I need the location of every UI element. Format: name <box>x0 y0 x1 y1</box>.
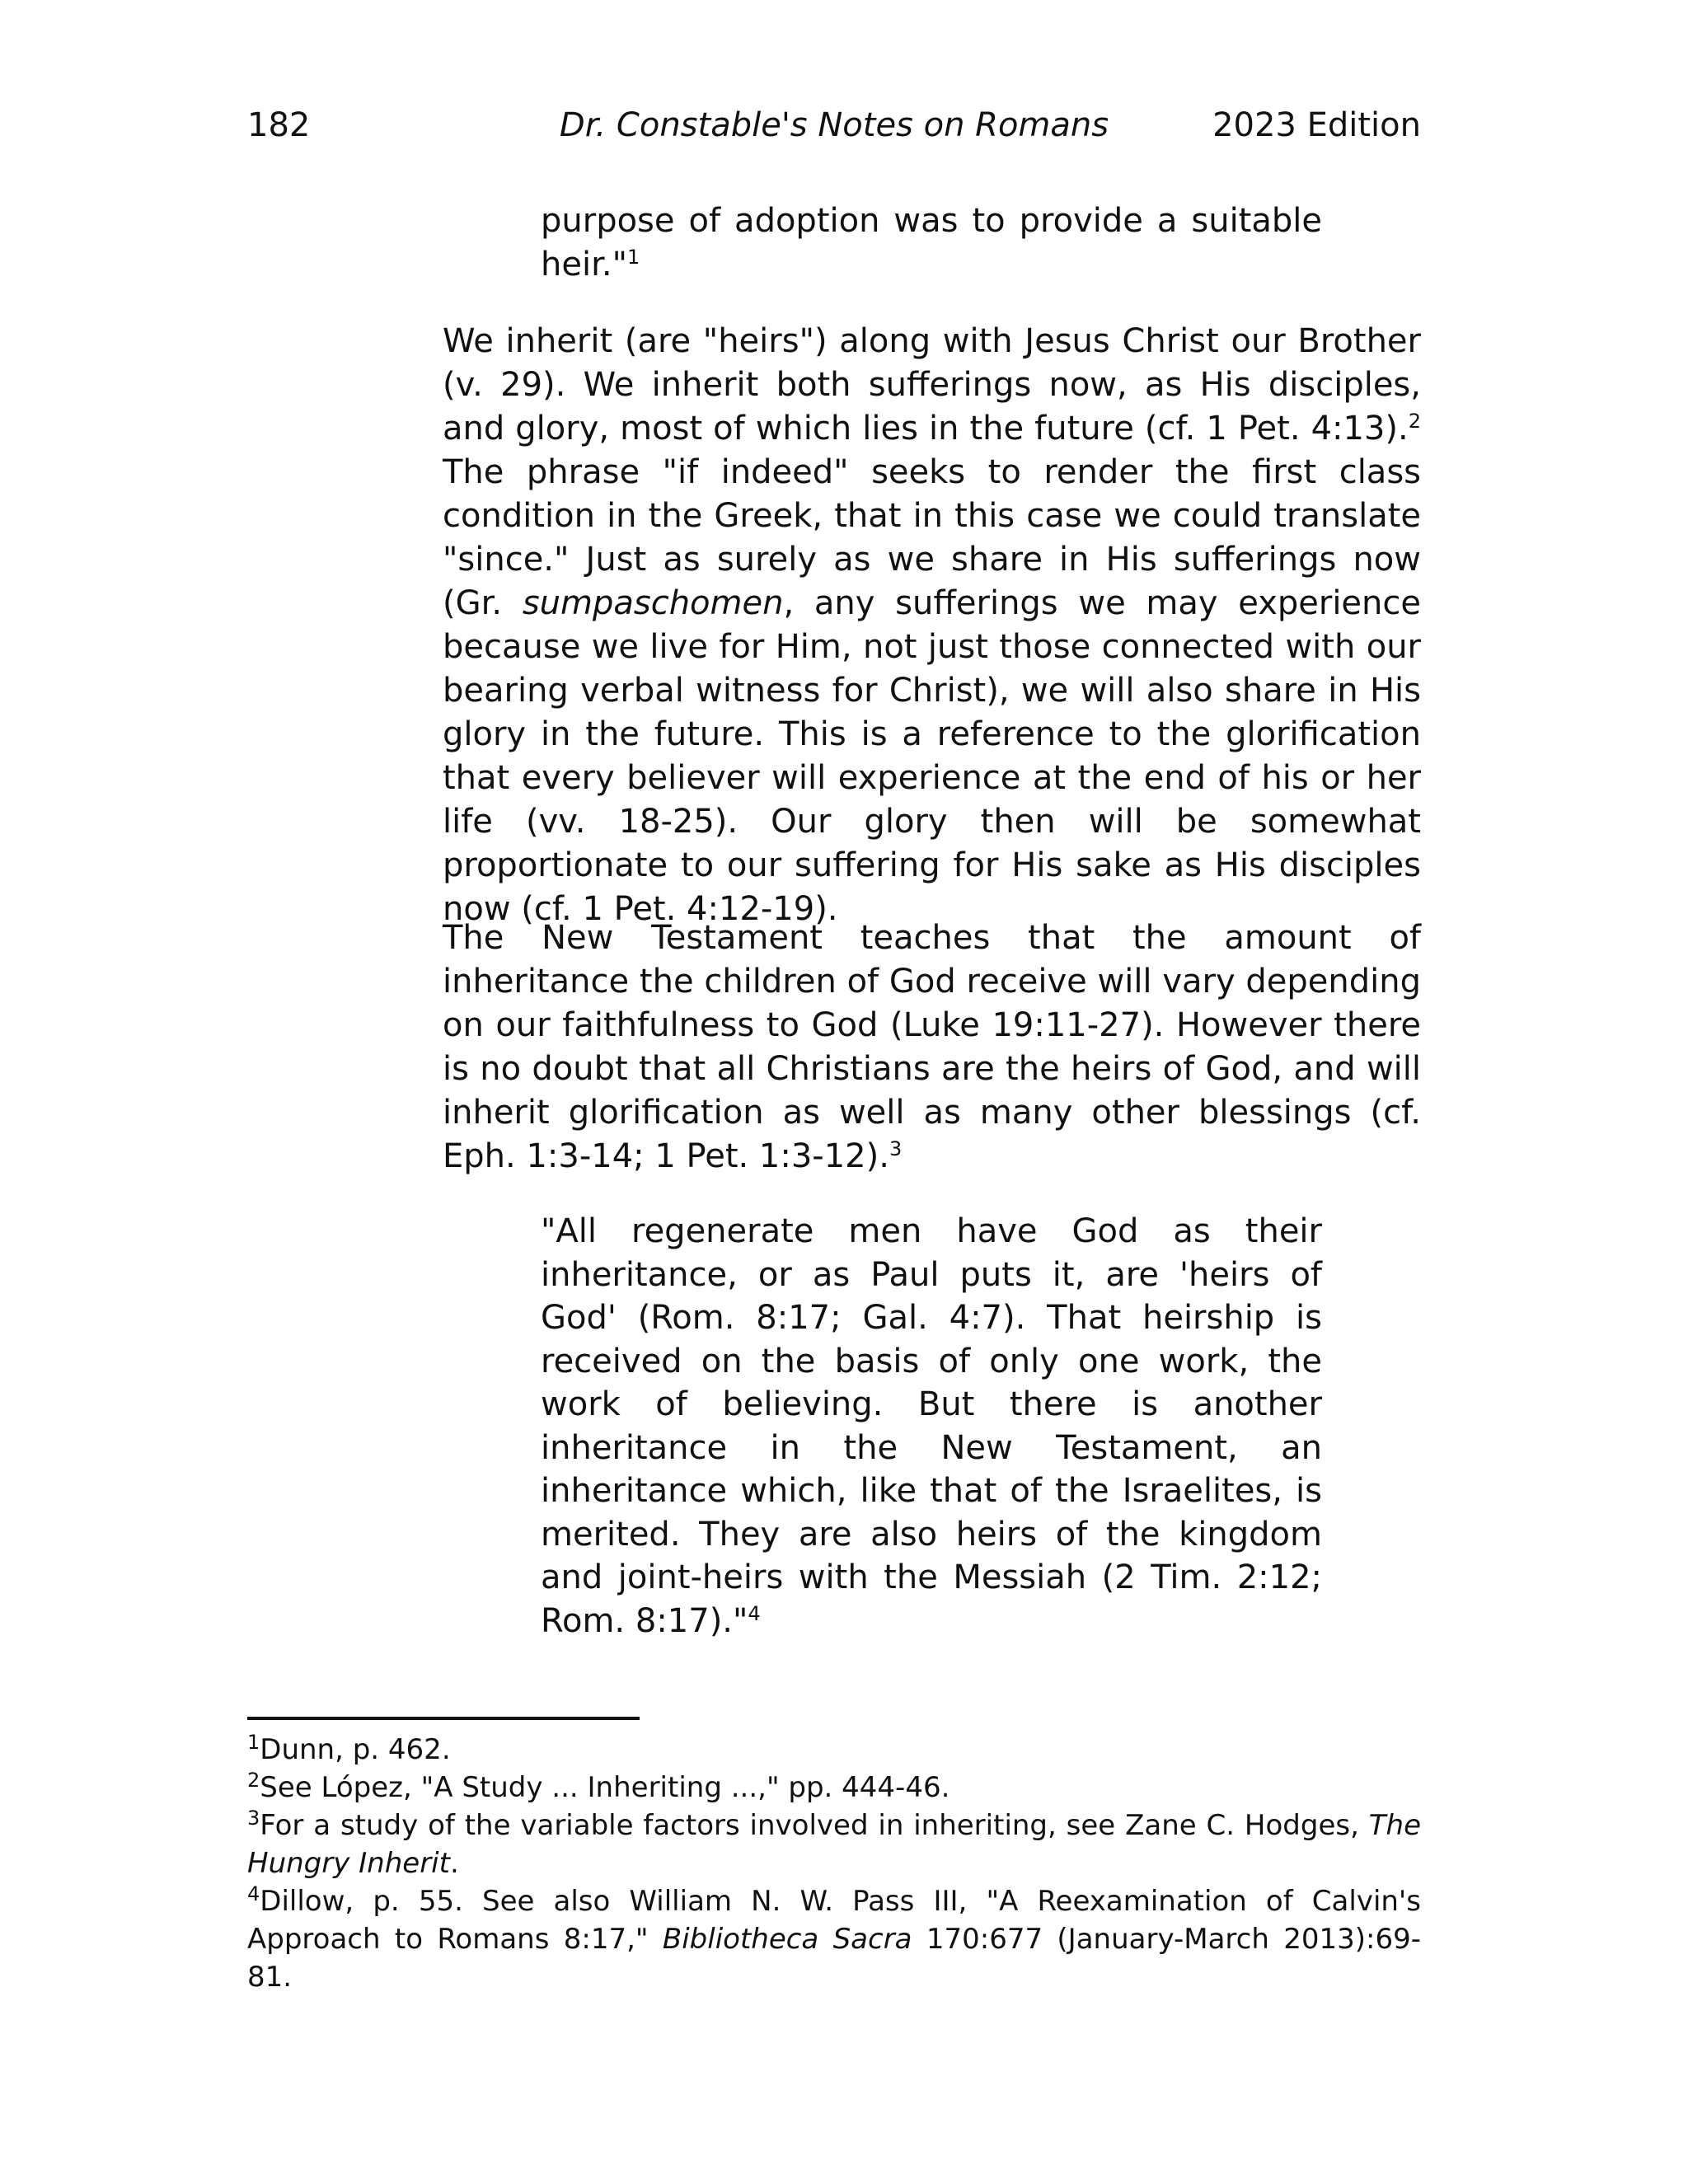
footnote-text: Dillow, p. 55. See also William N. W. Pass III, "A Reexamination of Calvin's Approach to Romans 8:17," <box>247 1885 1421 1956</box>
quote-text: "All regenerate men have God as their inheritance, or as Paul puts it, are 'heirs of God' (Rom. 8:17; Gal. 4:7). That heirship is received on the basis of only one work, the work of believing. But there is another inheritance in the New Testament, an inheritance which, like that of the Israelites, is merited. They are also heirs of the kingdom and joint-heirs with the Messiah (2 Tim. 2:12; Rom. 8:17)." <box>541 1212 1322 1640</box>
quote-text: purpose of adoption was to provide a suitable heir." <box>541 202 1322 284</box>
journal-title: Bibliotheca Sacra <box>662 1923 912 1956</box>
footnote-number: 3 <box>247 1807 260 1830</box>
footnote-4 <box>247 1882 1421 1996</box>
paragraph-text: The phrase "if indeed" seeks to render the first class condition in the Greek, that in this case we could translate "since." Just as surely as we share in His sufferings now (Gr. <box>443 453 1421 622</box>
footnote-text: For a study of the variable factors involved in inheriting, see Zane C. Hodges, <box>260 1809 1369 1842</box>
footnote-ref-4[interactable]: 4 <box>748 1601 761 1625</box>
footnote-text: See López, "A Study ... Inheriting ...," pp. 444-46. <box>260 1771 950 1804</box>
body-paragraph-1 <box>443 320 1421 931</box>
page-header <box>247 101 1421 150</box>
footnote-1 <box>247 1731 1421 1769</box>
book-title: The Hungry Inherit <box>247 1809 1421 1880</box>
page-number: 182 <box>247 106 311 144</box>
block-quote-continuation <box>541 199 1322 287</box>
footnote-ref-3[interactable]: 3 <box>889 1137 903 1160</box>
footnote-3 <box>247 1807 1421 1882</box>
footnote-2 <box>247 1769 1421 1807</box>
footnote-text: Dunn, p. 462. <box>260 1733 451 1766</box>
footnote-text: . <box>449 1847 459 1880</box>
footnote-number: 4 <box>247 1882 260 1905</box>
footnote-number: 2 <box>247 1769 260 1792</box>
block-quote <box>541 1210 1322 1643</box>
footnote-number: 1 <box>247 1731 260 1754</box>
paragraph-text: , any sufferings we may experience because we live for Him, not just those connected with our bearing verbal witness for Christ), we will also share in His glory in the future. This is a reference to the glorification that every believer will experience at the end of his or her life (vv. 18-25). Our glory then will be somewhat proportionate to our suffering for His sake as His disciples now (cf. 1 Pet. 4:12-19). <box>443 584 1421 928</box>
footnotes <box>247 1731 1421 1996</box>
footnote-separator <box>247 1717 640 1720</box>
body-paragraph-2 <box>443 916 1421 1179</box>
paragraph-text: We inherit (are "heirs") along with Jesus Christ our Brother (v. 29). We inherit both sufferings now, as His disciples, and glory, most of which lies in the future (cf. 1 Pet. 4:13). <box>443 322 1421 448</box>
running-title: Dr. Constable's Notes on Romans <box>559 106 1109 144</box>
paragraph-text: The New Testament teaches that the amount of inheritance the children of God receive will vary depending on our faithfulness to God (Luke 19:11-27). However there is no doubt that all Christians are the heirs of God, and will inherit glorification as well as many other blessings (cf. Eph. 1:3-14; 1 Pet. 1:3-12). <box>443 919 1421 1175</box>
greek-term: sumpaschomen <box>522 584 784 622</box>
footnote-ref-2[interactable]: 2 <box>1408 410 1421 433</box>
edition-label: 2023 Edition <box>1212 106 1421 144</box>
footnote-ref-1[interactable]: 1 <box>626 246 640 269</box>
footnote-text: 170:677 (January-March 2013):69-81. <box>247 1923 1421 1994</box>
